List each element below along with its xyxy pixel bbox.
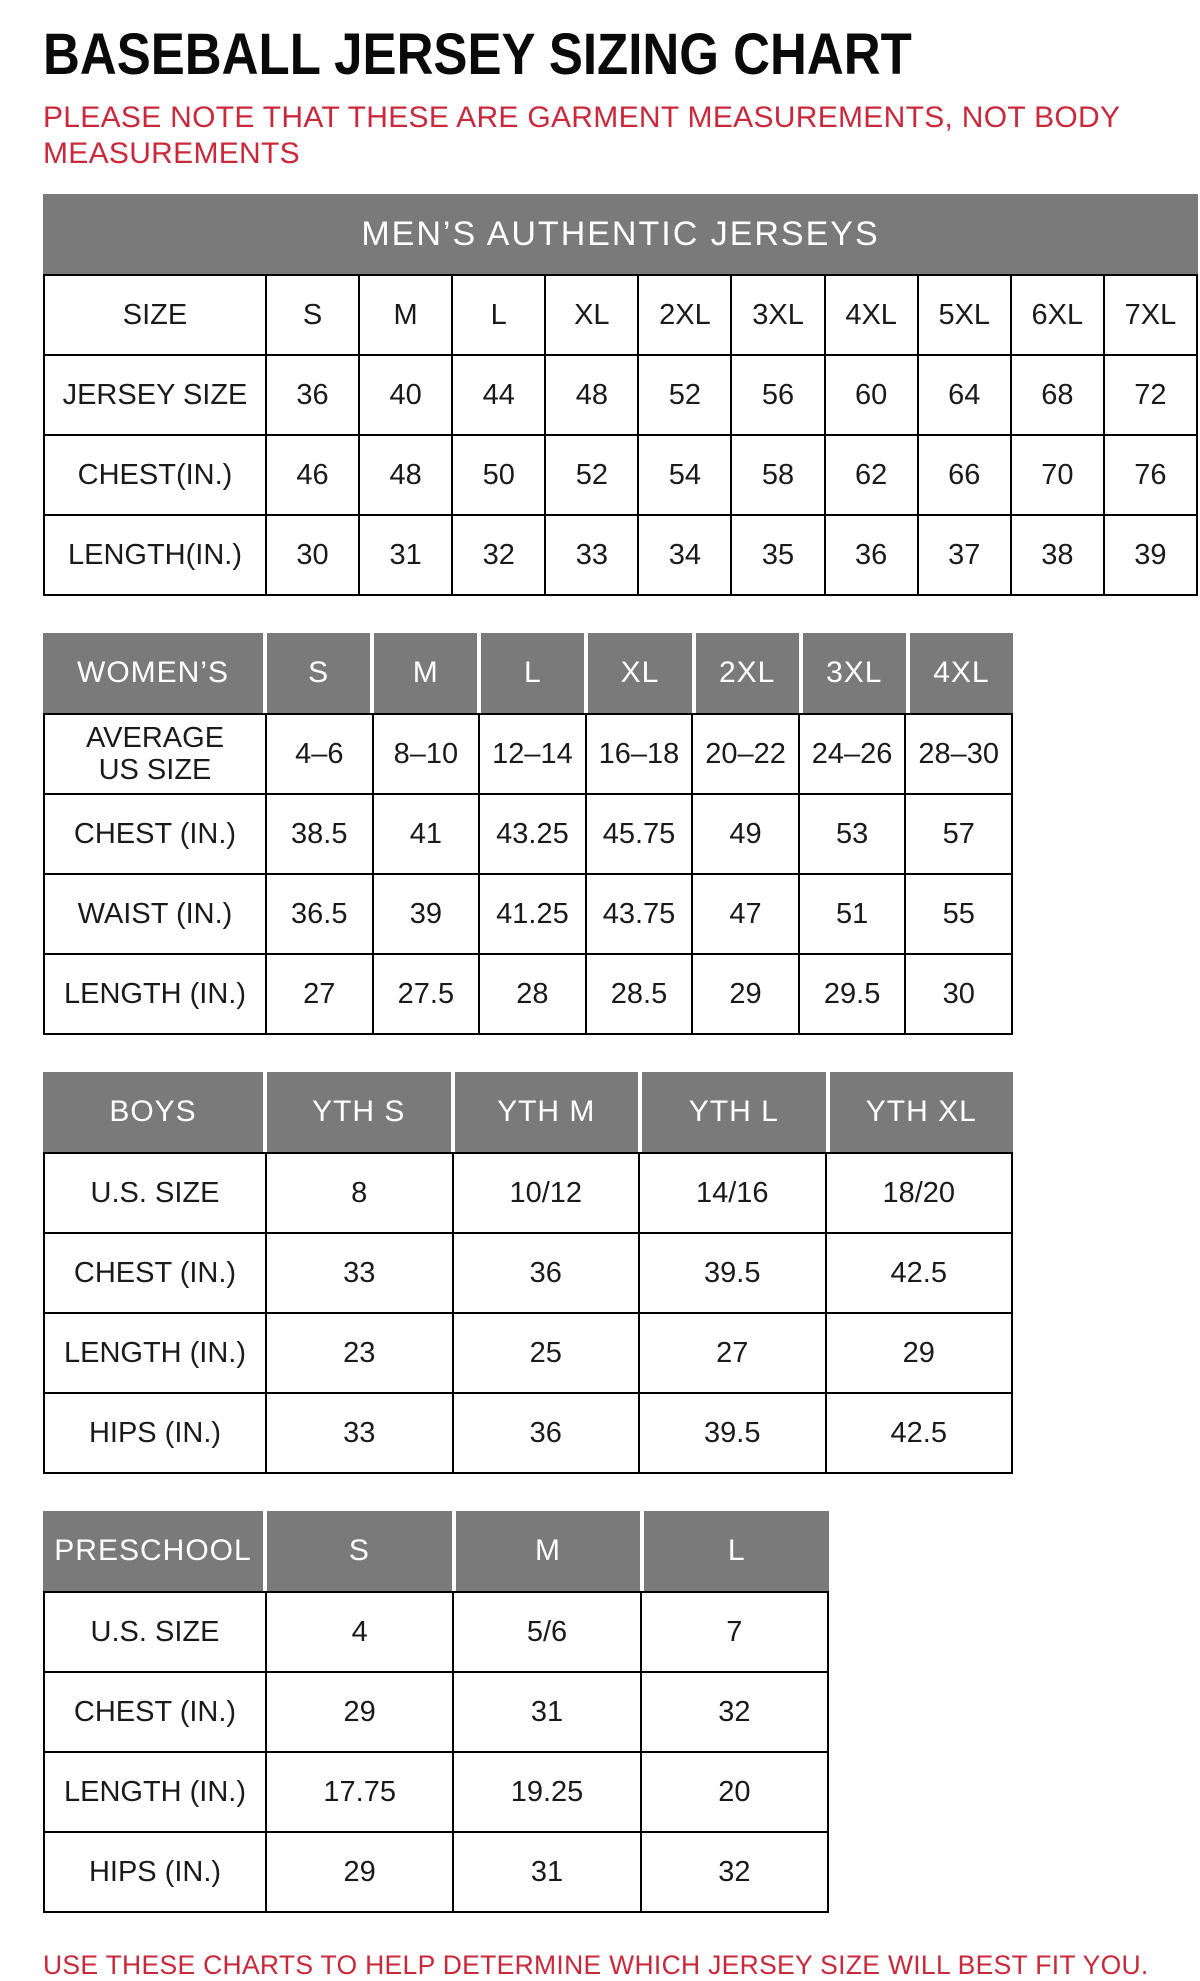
size-value-cell: 29 xyxy=(267,1833,452,1911)
size-value-cell: 27.5 xyxy=(374,955,479,1033)
table-title-cell: PRESCHOOL xyxy=(43,1511,263,1591)
preschool-table-header xyxy=(43,1511,829,1591)
size-value-cell: 20–22 xyxy=(693,715,798,793)
row-label-cell: AVERAGE US SIZE xyxy=(45,715,265,793)
size-value-cell: 19.25 xyxy=(454,1753,639,1831)
size-value-cell: 72 xyxy=(1105,356,1196,434)
row-label-cell: LENGTH (IN.) xyxy=(45,1753,265,1831)
size-value-cell: 56 xyxy=(732,356,823,434)
boys-table-header xyxy=(43,1072,1013,1152)
size-value-cell: 18/20 xyxy=(827,1154,1012,1232)
size-value-cell: 44 xyxy=(453,356,544,434)
size-value-cell: 29 xyxy=(827,1314,1012,1392)
size-value-cell: 41.25 xyxy=(480,875,585,953)
size-value-cell: 50 xyxy=(453,436,544,514)
size-value-cell: 48 xyxy=(360,436,451,514)
column-header-cell: S xyxy=(267,633,370,713)
size-value-cell: 52 xyxy=(639,356,730,434)
column-header-cell: XL xyxy=(588,633,691,713)
size-value-cell: 64 xyxy=(919,356,1010,434)
size-value-cell: 36 xyxy=(826,516,917,594)
size-value-cell: 31 xyxy=(454,1673,639,1751)
size-value-cell: 27 xyxy=(267,955,372,1033)
size-value-cell: 47 xyxy=(693,875,798,953)
size-value-cell: 30 xyxy=(906,955,1011,1033)
column-header-cell: M xyxy=(456,1511,641,1591)
column-header-cell: YTH M xyxy=(455,1072,639,1152)
size-value-cell: 52 xyxy=(546,436,637,514)
row-label-cell: LENGTH (IN.) xyxy=(45,1314,265,1392)
size-value-cell: 33 xyxy=(546,516,637,594)
row-label-cell: U.S. SIZE xyxy=(45,1154,265,1232)
size-value-cell: 36 xyxy=(454,1394,639,1472)
row-label-cell: CHEST (IN.) xyxy=(45,1673,265,1751)
size-value-cell: 46 xyxy=(267,436,358,514)
row-label-cell: CHEST(IN.) xyxy=(45,436,265,514)
size-value-cell: 8 xyxy=(267,1154,452,1232)
preschool-size-table xyxy=(43,1511,829,1913)
size-value-cell: 51 xyxy=(800,875,905,953)
size-value-cell: 55 xyxy=(906,875,1011,953)
size-value-cell: 4XL xyxy=(826,276,917,354)
size-value-cell: 28 xyxy=(480,955,585,1033)
size-value-cell: L xyxy=(453,276,544,354)
size-value-cell: M xyxy=(360,276,451,354)
preschool-table-body xyxy=(43,1591,829,1913)
size-value-cell: 35 xyxy=(732,516,823,594)
column-header-cell: YTH XL xyxy=(830,1072,1014,1152)
garment-measurement-note: PLEASE NOTE THAT THESE ARE GARMENT MEASUREMENTS, NOT BODY MEASUREMENTS xyxy=(43,101,1120,170)
size-value-cell: 45.75 xyxy=(587,795,692,873)
row-label-cell: CHEST (IN.) xyxy=(45,1234,265,1312)
size-value-cell: 53 xyxy=(800,795,905,873)
size-value-cell: 12–14 xyxy=(480,715,585,793)
size-value-cell: 36 xyxy=(267,356,358,434)
row-label-cell: LENGTH (IN.) xyxy=(45,955,265,1033)
size-value-cell: 8–10 xyxy=(374,715,479,793)
fit-advice-note: USE THESE CHARTS TO HELP DETERMINE WHICH JERSEY SIZE WILL BEST FIT YOU. xyxy=(43,1950,1149,1980)
column-header-cell: YTH L xyxy=(642,1072,826,1152)
size-value-cell: 42.5 xyxy=(827,1394,1012,1472)
size-value-cell: 5XL xyxy=(919,276,1010,354)
size-value-cell: 7 xyxy=(642,1593,827,1671)
table-title-cell: BOYS xyxy=(43,1072,263,1152)
table-title-cell: WOMEN’S xyxy=(43,633,263,713)
size-value-cell: 40 xyxy=(360,356,451,434)
size-value-cell: 38.5 xyxy=(267,795,372,873)
column-header-cell: L xyxy=(481,633,584,713)
size-value-cell: 29 xyxy=(267,1673,452,1751)
size-value-cell: 41 xyxy=(374,795,479,873)
size-value-cell: 62 xyxy=(826,436,917,514)
boys-size-table xyxy=(43,1072,1013,1474)
size-value-cell: 39 xyxy=(1105,516,1196,594)
size-value-cell: 48 xyxy=(546,356,637,434)
size-value-cell: 28.5 xyxy=(587,955,692,1033)
size-value-cell: 16–18 xyxy=(587,715,692,793)
size-value-cell: 68 xyxy=(1012,356,1103,434)
size-value-cell: 23 xyxy=(267,1314,452,1392)
size-value-cell: 32 xyxy=(642,1673,827,1751)
size-value-cell: 66 xyxy=(919,436,1010,514)
size-value-cell: 60 xyxy=(826,356,917,434)
size-value-cell: 6XL xyxy=(1012,276,1103,354)
row-label-cell: HIPS (IN.) xyxy=(45,1394,265,1472)
size-value-cell: 49 xyxy=(693,795,798,873)
size-value-cell: 17.75 xyxy=(267,1753,452,1831)
row-label-cell: HIPS (IN.) xyxy=(45,1833,265,1911)
column-header-cell: 3XL xyxy=(803,633,906,713)
size-value-cell: 43.25 xyxy=(480,795,585,873)
size-value-cell: 24–26 xyxy=(800,715,905,793)
size-value-cell: 32 xyxy=(642,1833,827,1911)
row-label-cell: WAIST (IN.) xyxy=(45,875,265,953)
size-value-cell: XL xyxy=(546,276,637,354)
column-header-cell: 4XL xyxy=(910,633,1013,713)
size-value-cell: 34 xyxy=(639,516,730,594)
size-value-cell: 29 xyxy=(693,955,798,1033)
size-value-cell: 27 xyxy=(640,1314,825,1392)
size-value-cell: 70 xyxy=(1012,436,1103,514)
size-value-cell: 43.75 xyxy=(587,875,692,953)
size-value-cell: 76 xyxy=(1105,436,1196,514)
mens-table-title: MEN’S AUTHENTIC JERSEYS xyxy=(43,194,1198,274)
size-value-cell: 31 xyxy=(454,1833,639,1911)
size-value-cell: 5/6 xyxy=(454,1593,639,1671)
size-value-cell: 39.5 xyxy=(640,1394,825,1472)
mens-table-body xyxy=(43,274,1198,596)
size-value-cell: 3XL xyxy=(732,276,823,354)
size-value-cell: 28–30 xyxy=(906,715,1011,793)
size-value-cell: 4 xyxy=(267,1593,452,1671)
row-label-cell: SIZE xyxy=(45,276,265,354)
size-value-cell: 4–6 xyxy=(267,715,372,793)
size-value-cell: 42.5 xyxy=(827,1234,1012,1312)
boys-table-body xyxy=(43,1152,1013,1474)
size-value-cell: 10/12 xyxy=(454,1154,639,1232)
size-value-cell: 25 xyxy=(454,1314,639,1392)
size-value-cell: 54 xyxy=(639,436,730,514)
size-value-cell: 39 xyxy=(374,875,479,953)
size-value-cell: 37 xyxy=(919,516,1010,594)
page-title: BASEBALL JERSEY SIZING CHART xyxy=(43,22,912,87)
size-value-cell: 29.5 xyxy=(800,955,905,1033)
size-value-cell: 33 xyxy=(267,1394,452,1472)
size-value-cell: 39.5 xyxy=(640,1234,825,1312)
size-value-cell: 20 xyxy=(642,1753,827,1831)
womens-table-body xyxy=(43,713,1013,1035)
size-value-cell: S xyxy=(267,276,358,354)
size-value-cell: 31 xyxy=(360,516,451,594)
mens-size-table xyxy=(43,194,1198,596)
size-value-cell: 2XL xyxy=(639,276,730,354)
womens-table-header xyxy=(43,633,1013,713)
column-header-cell: M xyxy=(374,633,477,713)
size-value-cell: 7XL xyxy=(1105,276,1196,354)
size-value-cell: 36.5 xyxy=(267,875,372,953)
size-value-cell: 30 xyxy=(267,516,358,594)
size-value-cell: 33 xyxy=(267,1234,452,1312)
size-value-cell: 57 xyxy=(906,795,1011,873)
row-label-cell: JERSEY SIZE xyxy=(45,356,265,434)
column-header-cell: YTH S xyxy=(267,1072,451,1152)
column-header-cell: 2XL xyxy=(696,633,799,713)
row-label-cell: U.S. SIZE xyxy=(45,1593,265,1671)
size-value-cell: 36 xyxy=(454,1234,639,1312)
size-value-cell: 32 xyxy=(453,516,544,594)
size-value-cell: 14/16 xyxy=(640,1154,825,1232)
size-value-cell: 38 xyxy=(1012,516,1103,594)
row-label-cell: CHEST (IN.) xyxy=(45,795,265,873)
womens-size-table xyxy=(43,633,1013,1035)
column-header-cell: S xyxy=(267,1511,452,1591)
column-header-cell: L xyxy=(644,1511,829,1591)
row-label-cell: LENGTH(IN.) xyxy=(45,516,265,594)
size-value-cell: 58 xyxy=(732,436,823,514)
